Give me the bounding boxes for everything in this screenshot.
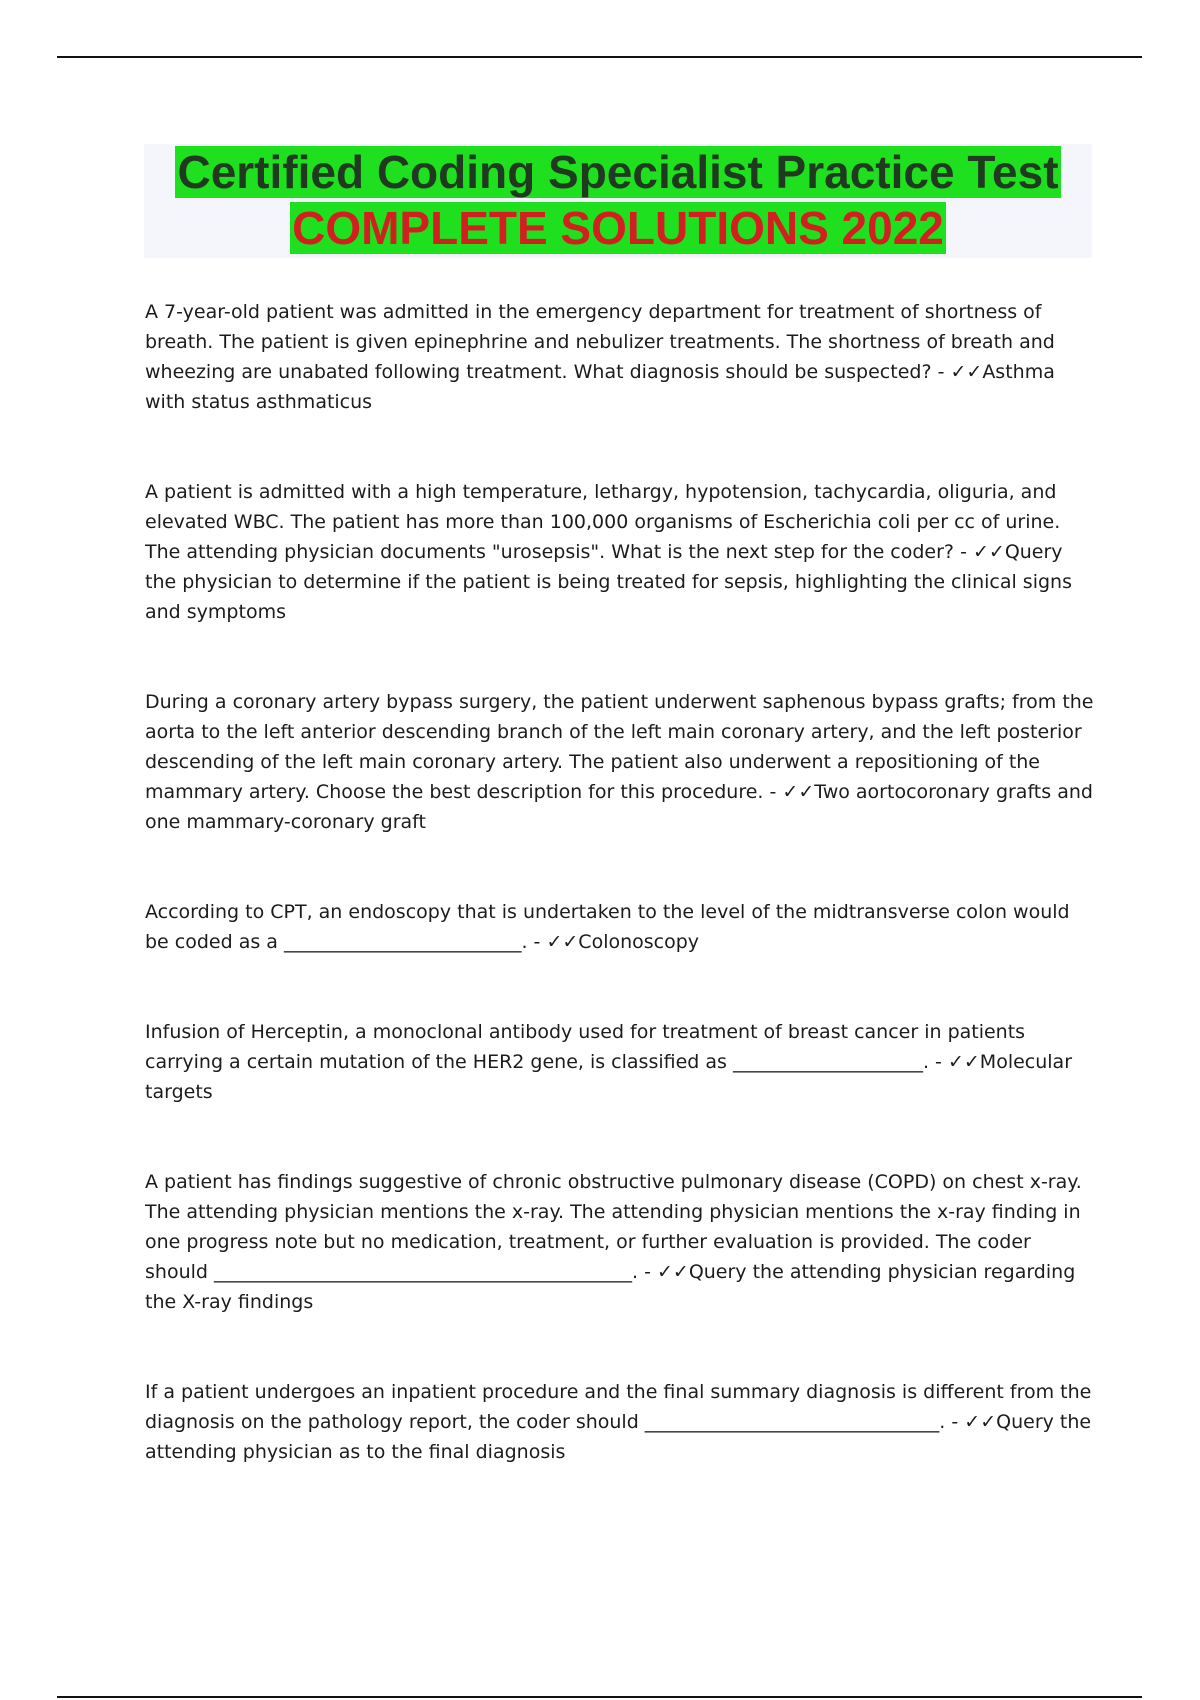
answer-separator: - ✓✓: [954, 541, 1005, 563]
bottom-rule: [57, 1696, 1142, 1698]
qa-item-6: [145, 1167, 1095, 1317]
qa-item-2: [145, 477, 1095, 627]
document-title-block: [144, 144, 1092, 258]
answer-separator: - ✓✓: [945, 1411, 997, 1433]
answer-text: Molecular targets: [145, 1051, 1073, 1103]
answer-text: Asthma with status asthmaticus: [145, 361, 1055, 413]
qa-item-4: [145, 897, 1095, 957]
qa-item-1: [145, 297, 1095, 417]
top-rule: [57, 56, 1142, 58]
question-text: A patient is admitted with a high temperature, lethargy, hypotension, tachycardia, oliguria, and elevated WBC. The patient has more than 100,000 organisms of Escherichia coli per cc of urine. The attending physician documents "urosepsis". What is the next step for the coder?: [145, 481, 1061, 563]
qa-item-5: [145, 1017, 1095, 1107]
qa-item-7: [145, 1377, 1095, 1467]
question-text: If a patient undergoes an inpatient procedure and the final summary diagnosis is different from the diagnosis on the pathology report, the coder should _______________________________.: [145, 1381, 1092, 1433]
answer-text: Query the physician to determine if the patient is being treated for sepsis, highlighting the clinical signs and symptoms: [145, 541, 1072, 623]
answer-separator: - ✓✓: [638, 1261, 689, 1283]
answer-text: Query the attending physician as to the final diagnosis: [145, 1411, 1092, 1463]
question-text: A 7-year-old patient was admitted in the emergency department for treatment of shortness of breath. The patient is given epinephrine and nebulizer treatments. The shortness of breath and wheezing are unabated following treatment. What diagnosis should be suspected?: [145, 301, 1055, 383]
answer-text: Query the attending physician regarding the X-ray findings: [145, 1261, 1076, 1313]
answer-separator: - ✓✓: [763, 781, 815, 803]
answer-separator: - ✓✓: [527, 931, 579, 953]
answer-text: Two aortocoronary grafts and one mammary-coronary graft: [145, 781, 1093, 833]
question-text: A patient has findings suggestive of chronic obstructive pulmonary disease (COPD) on chest x-ray. The attending physician mentions the x-ray. The attending physician mentions the x-ray finding in one progress note but no medication, treatment, or further evaluation is provided. The coder should ____________________________________________.: [145, 1171, 1082, 1283]
answer-separator: - ✓✓: [929, 1051, 980, 1073]
title-text-1: Certified Coding Specialist Practice Test: [177, 146, 1059, 198]
answer-text: Colonoscopy: [578, 931, 700, 953]
document-title-line-2: [144, 200, 1092, 256]
document-title-line-1: [144, 144, 1092, 200]
qa-list: [145, 297, 1095, 1467]
question-text: Infusion of Herceptin, a monoclonal antibody used for treatment of breast cancer in patients carrying a certain mutation of the HER2 gene, is classified as ____________________.: [145, 1021, 1026, 1073]
qa-item-3: [145, 687, 1095, 837]
question-text: According to CPT, an endoscopy that is undertaken to the level of the midtransverse colon would be coded as a _________________________.: [145, 901, 1070, 953]
answer-separator: - ✓✓: [931, 361, 983, 383]
title-text-2: COMPLETE SOLUTIONS 2022: [292, 202, 944, 254]
question-text: During a coronary artery bypass surgery, the patient underwent saphenous bypass grafts; from the aorta to the left anterior descending branch of the left main coronary artery, and the left posterior descending of the left main coronary artery. The patient also underwent a repositioning of the mammary artery. Choose the best description for this procedure.: [145, 691, 1094, 803]
